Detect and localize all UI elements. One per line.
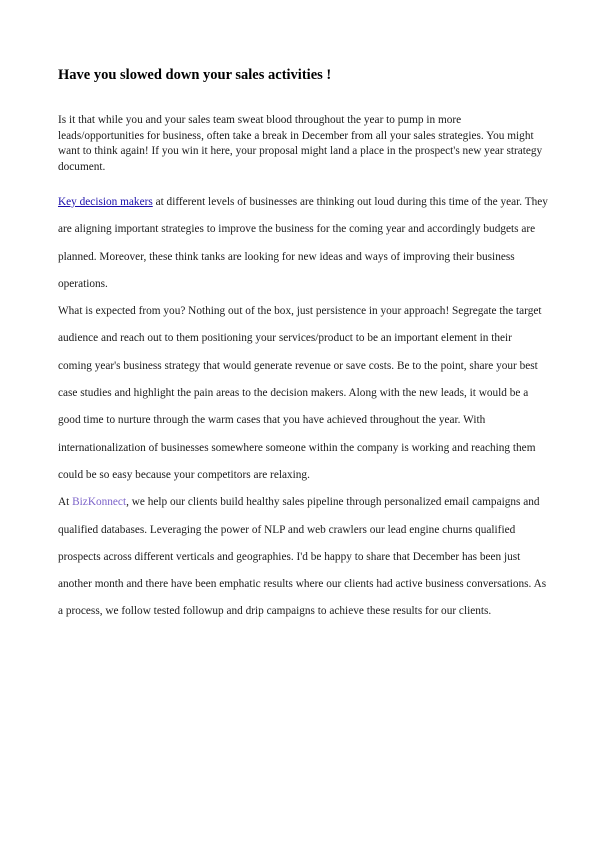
paragraph-bizkonnect-prefix: At bbox=[58, 496, 73, 509]
bizkonnect-link[interactable]: BizKonnect bbox=[72, 496, 127, 509]
paragraph-bizkonnect bbox=[58, 489, 548, 625]
paragraph-bizkonnect-text: , we help our clients build healthy sales pipeline through personalized email campaigns and qualified databases. Leveraging the power of NLP and web crawlers our lead engine churns qualified prospects across different verticals and geographies. I'd be happy to share that December has been just another month and there have been emphatic results where our clients had active business conversations. As a process, we follow tested followup and drip campaigns to achieve these results for our clients. bbox=[58, 496, 547, 618]
key-decision-makers-link[interactable]: Key decision makers bbox=[58, 196, 153, 208]
paragraph-expectations: What is expected from you? Nothing out of the box, just persistence in your approach! Segregate the target audience and reach out to them positioning your services/product to be an important element in their coming year's business strategy that would generate revenue or save costs. Be to the point, share your best case studies and highlight the pain areas to the decision makers. Along with the new leads, it would be a good time to nurture through the warm cases that you have achieved throughout the year. With internationalization of businesses somewhere someone within the company is working and reaching them could be so easy because your competitors are relaxing. bbox=[58, 305, 542, 481]
paragraph-decision-makers-text: at different levels of businesses are thinking out loud during this time of the year. They are aligning important strategies to improve the business for the coming year and accordingly budgets are planned. Moreover, these think tanks are looking for new ideas and ways of improving their business operations. bbox=[58, 196, 548, 290]
article-title: Have you slowed down your sales activities ! bbox=[58, 67, 332, 83]
article-body bbox=[58, 189, 548, 626]
paragraph-decision-makers bbox=[58, 189, 548, 298]
intro-paragraph: Is it that while you and your sales team sweat blood throughout the year to pump in more leads/opportunities for business, often take a break in December from all your sales strategies. You might want to think again! If you win it here, your proposal might land a place in the prospect's new year strategy document. bbox=[58, 114, 543, 173]
